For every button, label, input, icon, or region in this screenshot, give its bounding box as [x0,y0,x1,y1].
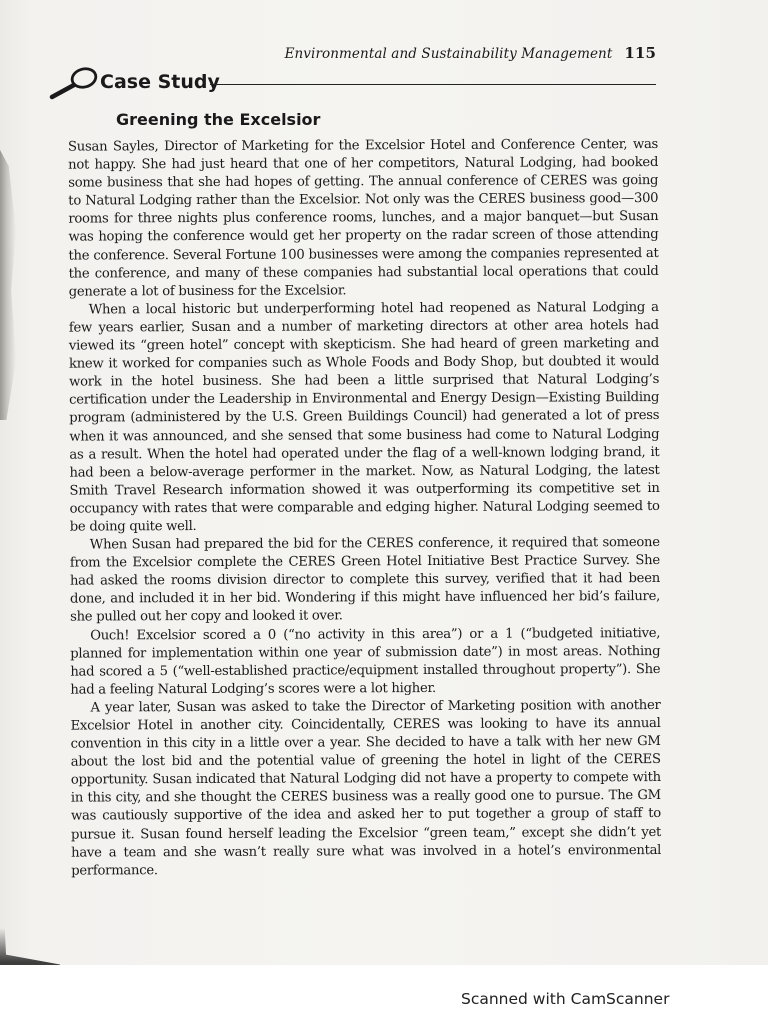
page-edge-shadow [0,150,16,420]
page-number: 115 [624,44,656,62]
paragraph: A year later, Susan was asked to take the Director of Marketing position with another Excelsior Hotel in another city. Coincidentally, CERES was looking to have its annual convention in this city in a little over a year. She decided to have a talk with her new GM about the lost bid and the potential value of greening the hotel in light of the CERES opportunity. Susan indicated that Natural Lodging did not have a property to compete with in this city, and she thought the CERES business was a really good one to pursue. The GM was cautiously supportive of the idea and asked her to put together a group of staff to pursue it. Susan found herself leading the Excelsior “green team,” except she didn’t yet have a team and she wasn’t really sure what was involved in a hotel’s environmental performance. [70,697,662,879]
running-title: Environmental and Sustainability Management [284,46,613,62]
case-study-label: Case Study [100,71,220,93]
paragraph: Ouch! Excelsior scored a 0 (“no activity in this area”) or a 1 (“budgeted initiative, planned for implementation within one year of submission date”) in most areas. Nothing had scored a 5 (“well-established practice/equipment installed throughout property”). She had a feeling Natural Lodging’s scores were a lot higher. [70,625,661,698]
case-study-banner [48,66,658,100]
article-body [68,136,661,880]
paragraph: When a local historic but underperforming hotel had reopened as Natural Lodging a few years earlier, Susan and a number of marketing directors at other area hotels had viewed its “green hotel” concept with skepticism. She had heard of green marketing and knew it worked for companies such as Whole Foods and Body Shop, but doubted it would work in the hotel business. She had been a little surprised that Natural Lodging’s certification under the Leadership in Environmental and Energy Design—Existing Building program (administered by the U.S. Green Buildings Council) had generated a lot of press when it was announced, and she sensed that some business had come to Natural Lodging as a result. When the hotel had operated under the flag of a well-known lodging brand, it had been a below-average performer in the market. Now, as Natural Lodging, the latest Smith Travel Research information showed it was outperforming its competitive set in occupancy with rates that were comparable and edging higher. Natural Lodging seemed to be doing quite well. [68,299,660,535]
magnifying-glass-icon [48,66,100,100]
paragraph: Susan Sayles, Director of Marketing for the Excelsior Hotel and Conference Center, was not happy. She had just heard that one of her competitors, Natural Lodging, had booked some business that she had hopes of getting. The annual conference of CERES was going to Natural Lodging rather than the Excelsior. Not only was the CERES business good—300 rooms for three nights plus conference rooms, lunches, and a major banquet—but Susan was hoping the conference would get her property on the radar screen of those attending the conference. Several Fortune 100 businesses were among the companies represented at the conference, and many of these companies had substantial local operations that could generate a lot of business for the Excelsior. [68,136,659,300]
running-header [285,44,656,62]
case-study-rule [210,84,656,85]
paragraph: When Susan had prepared the bid for the CERES conference, it required that someone from the Excelsior complete the CERES Green Hotel Initiative Best Practice Survey. She had asked the rooms division director to complete this survey, verified that it had been done, and included it in her bid. Wondering if this might have influenced her bid’s failure, she pulled out her copy and looked it over. [69,535,661,626]
page-corner-shadow [0,928,60,966]
scanner-watermark: Scanned with CamScanner [461,990,670,1008]
article-title: Greening the Excelsior [116,110,321,129]
